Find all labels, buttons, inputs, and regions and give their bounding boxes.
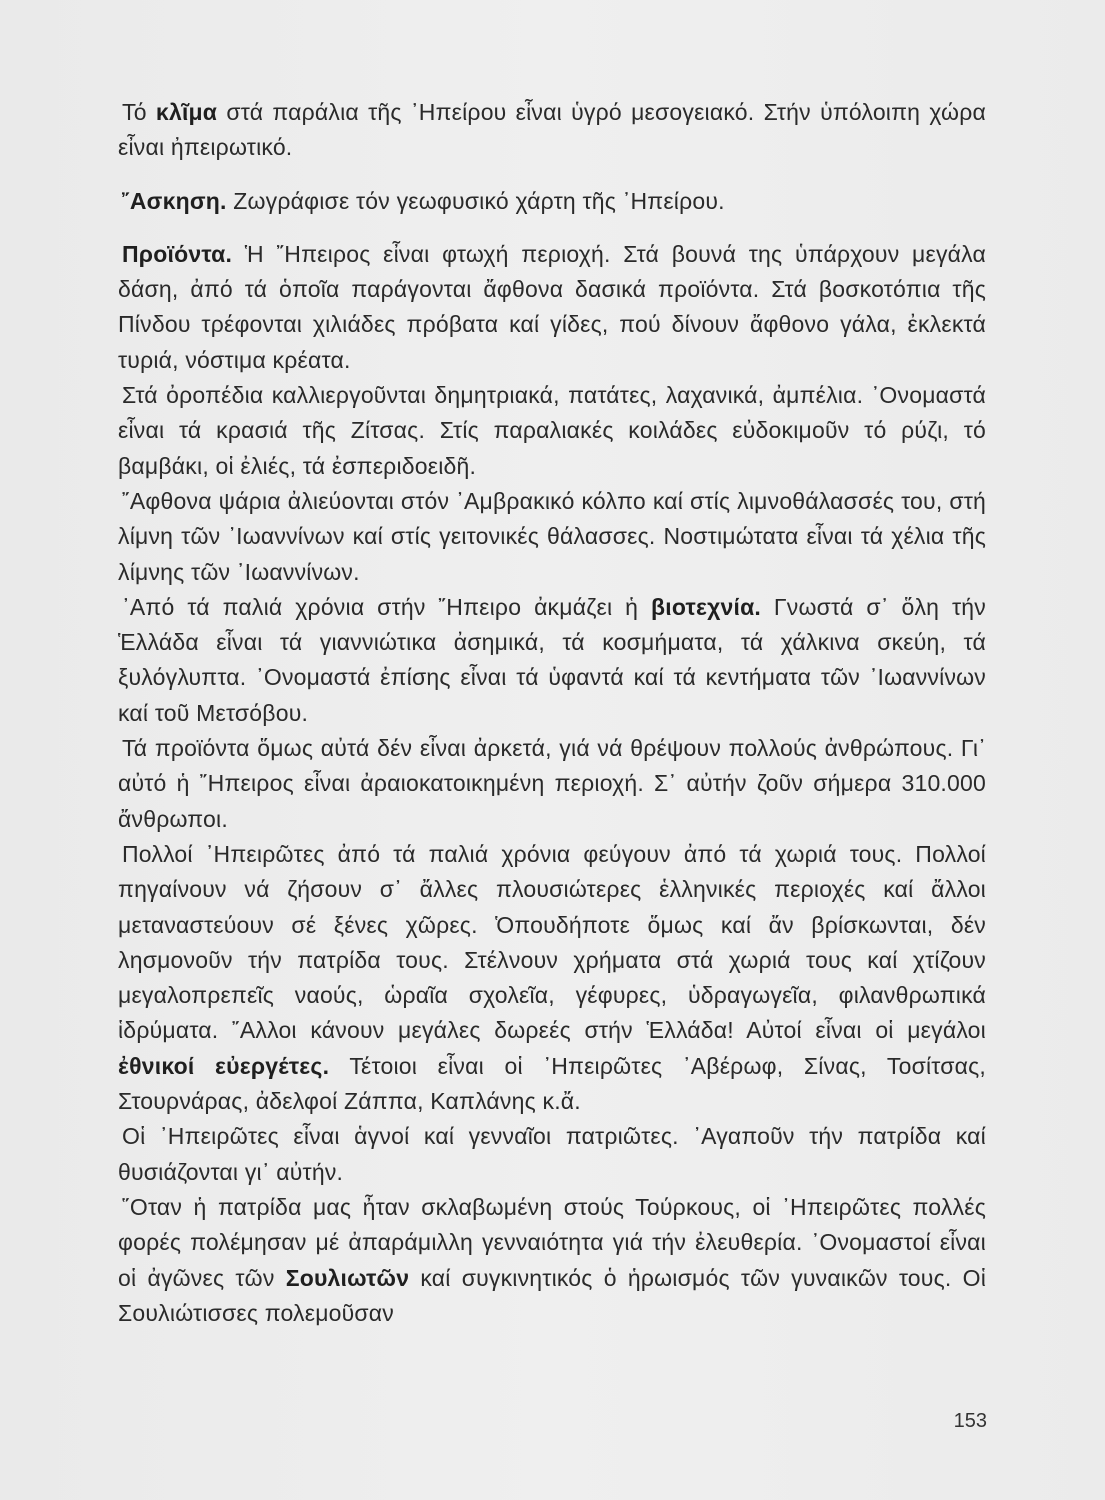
page-number: 153 <box>953 1410 987 1432</box>
exercise-label: ῎Ασκηση. <box>122 187 227 214</box>
paragraph-oropedia: Στά ὀροπέδια καλλιεργοῦνται δημητριακά, πατάτες, λαχανικά, ἀμπέλια. ᾿Ονομαστά εἶναι τά κρασιά τῆς Ζίτσας. Στίς παραλιακές κοιλάδες εὐδοκιμοῦν τό ρύζι, τό βαμβάκι, οἱ ἐλιές, τά ἐσπεριδοειδῆ. <box>118 382 986 479</box>
term-klima: κλῖμα <box>155 99 218 125</box>
paragraph-souliotes: ῞Οταν ἡ πατρίδα μας ἦταν σκλαβωμένη στούς Τούρκους, οἱ ᾿Ηπειρῶτες πολλές φορές πολέμησαν μέ ἀπαράμιλλη γενναιότητα γιά τήν ἐλευθερία. ᾿Ονομαστοί εἶναι οἱ ἀγῶνες τῶν Σουλιωτῶν καί συγκινητικός ὁ ἡρωισμός τῶν γυναικῶν τους. Οἱ Σουλιώτισσες πολεμοῦσαν <box>118 1193 987 1326</box>
paragraph-psaria: ῎Αφθονα ψάρια ἀλιεύονται στόν ᾿Αμβρακικό κόλπο καί στίς λιμνοθάλασσές του, στή λίμνη τῶν ᾿Ιωαννίνων καί στίς γειτονικές θάλασσες. Νοστιμώτατα εἶναι τά χέλια τῆς λίμνης τῶν ᾿Ιωαννίνων. <box>118 487 986 585</box>
paragraph-proionta: Προϊόντα. Ἡ ῎Ηπειρος εἶναι φτωχή περιοχή. Στά βουνά της ὑπάρχουν μεγάλα δάση, ἀπό τά ὁποῖα παράγονται ἄφθονα δασικά προϊόντα. Στά βοσκοτόπια τῆς Πίνδου τρέφονται χιλιάδες πρόβατα καί γίδες, πού δίνουν ἄφθονο γάλα, ἐκλεκτά τυριά, νόστιμα κρέατα. <box>118 240 986 373</box>
paragraph-askisi: ῎Ασκηση. Ζωγράφισε τόν γεωφυσικό χάρτη τῆς ᾿Ηπείρου. <box>122 187 725 214</box>
paragraph-arkoika: Τά προϊόντα ὅμως αὐτά δέν εἶναι ἀρκετά, γιά νά θρέψουν πολλούς ἀνθρώπους. Γι᾿ αὐτό ἡ ῎Ηπειρος εἶναι ἀραιοκατοικημένη περιοχή. Σ᾿ αὐτήν ζοῦν σήμερα 310.000 ἄνθρωποι. <box>118 735 986 832</box>
paragraph-viotechnia: ᾿Από τά παλιά χρόνια στήν ῎Ηπειρο ἀκμάζει ἡ βιοτεχνία. Γνωστά σ᾿ ὅλη τήν Ἑλλάδα εἶναι τά γιαννιώτικα ἀσημικά, τά κοσμήματα, τά χάλκινα σκεύη, τά ξυλόγλυπτα. ᾿Ονομαστά ἐπίσης εἶναι τά ὑφαντά καί τά κεντήματα τῶν ᾿Ιωαννίνων καί τοῦ Μετσόβου. <box>118 593 986 726</box>
term-souliotes: Σουλιωτῶν <box>285 1264 410 1291</box>
term-ethnikoi-euergetes: ἐθνικοί εὐεργέτες. <box>118 1052 330 1079</box>
term-viotechnia: βιοτεχνία. <box>651 593 762 620</box>
paragraph-metanastes: Πολλοί ᾿Ηπειρῶτες ἀπό τά παλιά χρόνια φεύγουν ἀπό τά χωριά τους. Πολλοί πηγαίνουν νά ζήσουν σ᾿ ἄλλες πλουσιώτερες ἑλληνικές περιοχές καί ἄλλοι μεταναστεύουν σέ ξένες χῶρες. Ὁπουδήποτε ὅμως καί ἄν βρίσκωνται, δέν λησμονοῦν τήν πατρίδα τους. Στέλνουν χρήματα στά χωριά τους καί χτίζουν μεγαλοπρεπεῖς ναούς, ὡραῖα σχολεῖα, γέφυρες, ὑδραγωγεῖα, φιλανθρωπικά ἱδρύματα. ῎Αλλοι κάνουν μεγάλες δωρεές στήν Ἑλλάδα! Αὐτοί εἶναι οἱ μεγάλοι ἐθνικοί εὐεργέτες. Τέτοιοι εἶναι οἱ ᾿Ηπειρῶτες ᾿Αβέρωφ, Σίνας, Τοσίτσας, Στουρνάρας, ἀδελφοί Ζάππα, Καπλάνης κ.ἄ. <box>118 840 986 1115</box>
body-text <box>118 95 986 1331</box>
section-heading-proionta: Προϊόντα. <box>122 240 233 267</box>
paragraph-agnoi: Οἱ ᾿Ηπειρῶτες εἶναι ἁγνοί καί γενναῖοι πατριῶτες. ᾿Αγαποῦν τήν πατρίδα καί θυσιάζονται γι᾿ αὐτήν. <box>118 1123 986 1185</box>
paragraph-klima: Τό κλῖμα στά παράλια τῆς ᾿Ηπείρου εἶναι ὑγρό μεσογειακό. Στήν ὑπόλοιπη χώρα εἶναι ἠπειρωτικό. <box>118 99 986 161</box>
